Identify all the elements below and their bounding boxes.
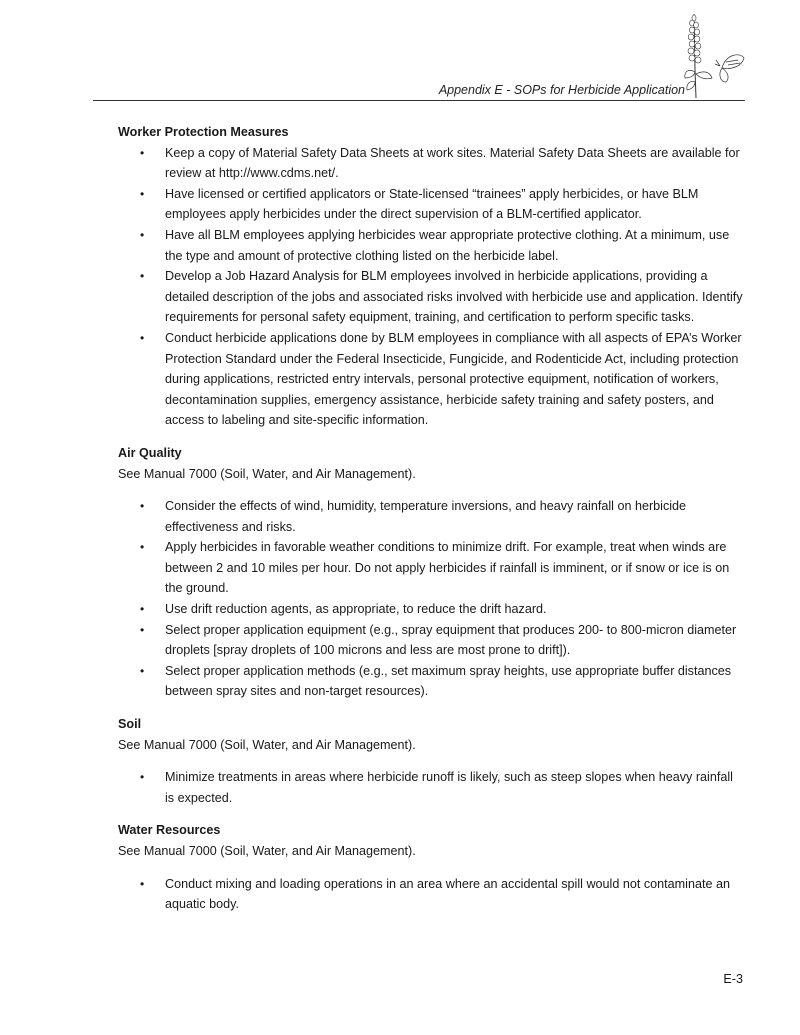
list-item-text: Develop a Job Hazard Analysis for BLM employees involved in herbicide applications, providing a detailed description of the jobs and associated risks involved with herbicide use and application. Identify requirements for personal safety equipment, training, and certification to perform specific tasks.: [165, 269, 743, 325]
bullet-icon: •: [140, 145, 145, 160]
bullet-icon: •: [140, 540, 145, 555]
section-intro: See Manual 7000 (Soil, Water, and Air Management).: [118, 466, 416, 481]
list-item-text: Consider the effects of wind, humidity, temperature inversions, and heavy rainfall on herbicide effectiveness and risks.: [165, 499, 687, 534]
list-item: [118, 496, 748, 537]
section-heading: Water Resources: [118, 823, 221, 838]
page-number: E-3: [723, 972, 743, 986]
list-item: [118, 661, 748, 702]
header-title: Appendix E - SOPs for Herbicide Application: [438, 83, 685, 97]
section-intro: See Manual 7000 (Soil, Water, and Air Management).: [118, 737, 416, 752]
list-item: [118, 328, 748, 431]
list-item-text: Keep a copy of Material Safety Data Sheets at work sites. Material Safety Data Sheets are available for review at http://www.cdms.net/.: [165, 145, 740, 181]
list-item-text: Have all BLM employees applying herbicides wear appropriate protective clothing. At a minimum, use the type and amount of protective clothing listed on the herbicide label.: [165, 227, 730, 263]
list-item: [118, 599, 748, 620]
header-divider: [93, 100, 745, 101]
list-item: [118, 143, 748, 184]
bullet-icon: •: [140, 622, 145, 637]
list-item: [118, 537, 748, 599]
list-item-text: Use drift reduction agents, as appropriate, to reduce the drift hazard.: [165, 602, 547, 617]
section-water-resources: [118, 820, 748, 914]
bullet-icon: •: [140, 602, 145, 617]
bullet-list: [118, 143, 748, 431]
section-soil: [118, 714, 748, 808]
list-item-text: Select proper application equipment (e.g., spray equipment that produces 200- to 800-micron diameter droplets [spray droplets of 100 microns and less are most prone to drift]).: [165, 622, 737, 658]
bullet-icon: •: [140, 770, 145, 785]
list-item-text: Select proper application methods (e.g., set maximum spray heights, use appropriate buffer distances between spray sites and non-target resources).: [165, 663, 732, 699]
list-item: [118, 184, 748, 225]
list-item-text: Apply herbicides in favorable weather conditions to minimize drift. For example, treat when winds are between 2 and 10 miles per hour. Do not apply herbicides if rainfall is imminent, or if snow or ice is on the ground.: [165, 540, 730, 596]
bullet-icon: •: [140, 186, 145, 201]
plant-butterfly-logo-icon: [682, 10, 746, 102]
bullet-icon: •: [140, 876, 145, 891]
section-intro: See Manual 7000 (Soil, Water, and Air Management).: [118, 844, 416, 858]
list-item-text: Have licensed or certified applicators or State-licensed “trainees” apply herbicides, or have BLM employees apply herbicides under the direct supervision of a BLM-certified applicator.: [165, 186, 699, 222]
list-item: [118, 767, 748, 808]
bullet-list: [118, 496, 748, 702]
section-heading: Air Quality: [118, 445, 182, 460]
document-body: [118, 122, 748, 927]
list-item: [118, 225, 748, 266]
bullet-list: [118, 874, 748, 915]
section-worker-protection: [118, 122, 748, 431]
list-item: [118, 620, 748, 661]
bullet-icon: •: [140, 269, 145, 284]
list-item: [118, 874, 748, 915]
bullet-list: [118, 767, 748, 808]
bullet-icon: •: [140, 330, 145, 345]
list-item-text: Conduct mixing and loading operations in an area where an accidental spill would not contaminate an aquatic body.: [165, 876, 730, 912]
list-item-text: Conduct herbicide applications done by BLM employees in compliance with all aspects of EPA’s Worker Protection Standard under the Federal Insecticide, Fungicide, and Rodenticide Act, including protection during applications, restricted entry intervals, personal protective equipment, notification of workers, decontamination supplies, emergency assistance, herbicide safety training and safety posters, and access to labeling and site-specific information.: [165, 330, 742, 428]
bullet-icon: •: [140, 499, 145, 514]
section-air-quality: [118, 443, 748, 702]
section-heading: Soil: [118, 717, 142, 732]
bullet-icon: •: [140, 227, 145, 242]
list-item-text: Minimize treatments in areas where herbicide runoff is likely, such as steep slopes when heavy rainfall is expected.: [165, 770, 733, 805]
list-item: [118, 266, 748, 328]
bullet-icon: •: [140, 663, 145, 678]
section-heading: Worker Protection Measures: [118, 125, 289, 139]
